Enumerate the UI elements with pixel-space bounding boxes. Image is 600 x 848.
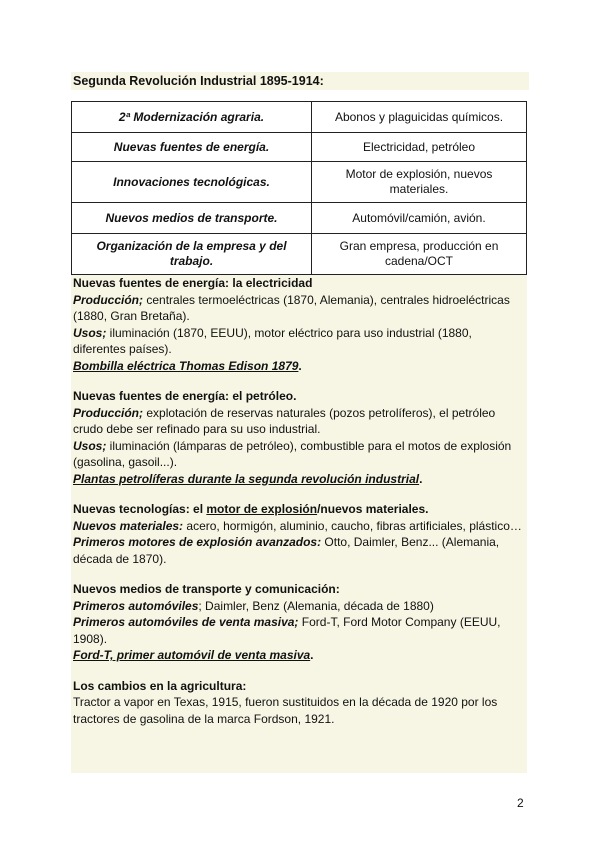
- ford-t-link[interactable]: Ford-T, primer automóvil de venta masiva: [73, 648, 311, 662]
- section-tecnologias: [71, 501, 527, 567]
- automoviles-label: Primeros automóviles: [73, 598, 199, 613]
- link-period: .: [310, 648, 314, 662]
- paragraph-usos: [73, 325, 525, 358]
- venta-masiva-label: Primeros automóviles de venta masiva;: [73, 615, 299, 629]
- table-row: [72, 162, 527, 203]
- motores-label: Primeros motores de explosión avanzados:: [73, 535, 322, 549]
- petroleo-link[interactable]: Plantas petrolíferas durante la segunda revolución industrial: [73, 471, 420, 486]
- produccion-label: Producción;: [73, 405, 144, 420]
- produccion-text: centrales termoeléctricas (1870, Alemania), centrales hidroeléctricas (1880, Gran Bretaña).: [73, 292, 510, 323]
- table-row: [72, 102, 527, 133]
- table-value-cell: Abonos y plaguicidas químicos.: [312, 102, 527, 133]
- paragraph-usos: [73, 438, 525, 471]
- paragraph-link: [73, 358, 525, 375]
- section-heading: [73, 501, 525, 518]
- paragraph-motores: [73, 534, 525, 567]
- venta-masiva-text: Ford-T, Ford Motor Company (EEUU, 1908).: [73, 615, 501, 646]
- paragraph-venta-masiva: [73, 614, 525, 647]
- paragraph-link: [73, 471, 525, 488]
- table-value-cell: Motor de explosión, nuevos materiales.: [312, 162, 527, 203]
- paragraph-produccion: [73, 405, 525, 438]
- materiales-text: acero, hormigón, aluminio, caucho, fibras artificiales, plástico…: [183, 518, 522, 533]
- paragraph-produccion: [73, 292, 525, 325]
- motores-text: Otto, Daimler, Benz... (Alemania, década de 1870).: [73, 535, 500, 566]
- table-row: [72, 133, 527, 162]
- summary-table: [71, 101, 527, 275]
- section-petroleo: [71, 388, 527, 487]
- section-heading: Los cambios en la agricultura:: [73, 678, 247, 693]
- heading-part: /nuevos materiales.: [317, 502, 429, 516]
- content-body: [71, 275, 527, 773]
- page-number: 2: [517, 796, 524, 810]
- section-agricultura: [71, 678, 527, 728]
- section-transporte: [71, 581, 527, 664]
- paragraph-agricultura: Tractor a vapor en Texas, 1915, fueron sustituidos en la década de 1920 por los tractores de gasolina de la marca Fordson, 1921.: [73, 695, 498, 726]
- table-key-cell: Organización de la empresa y del trabajo.: [72, 234, 312, 275]
- table-row: [72, 234, 527, 275]
- table-key-cell: Nuevos medios de transporte.: [72, 203, 312, 234]
- usos-label: Usos;: [73, 438, 107, 453]
- table-key-cell: Innovaciones tecnológicas.: [72, 162, 312, 203]
- table-key-cell: Nuevas fuentes de energía.: [72, 133, 312, 162]
- produccion-text: explotación de reservas naturales (pozos petrolíferos), el petróleo crudo debe ser refinado para su uso industrial.: [73, 405, 496, 436]
- usos-label: Usos;: [73, 325, 107, 340]
- section-heading: Nuevos medios de transporte y comunicación:: [73, 582, 340, 596]
- usos-text: iluminación (lámparas de petróleo), combustible para el motos de explosión (gasolina, gasoil...).: [73, 438, 512, 469]
- page-title: Segunda Revolución Industrial 1895-1914:: [71, 72, 529, 90]
- table-value-cell: Electricidad, petróleo: [312, 133, 527, 162]
- produccion-label: Producción;: [73, 292, 144, 307]
- section-electricidad: [71, 275, 527, 374]
- automoviles-text: ; Daimler, Benz (Alemania, década de 1880): [198, 598, 434, 613]
- section-heading: Nuevas fuentes de energía: la electricidad: [73, 276, 313, 290]
- edison-link[interactable]: Bombilla eléctrica Thomas Edison 1879: [73, 358, 299, 373]
- usos-text: iluminación (1870, EEUU), motor eléctrico para uso industrial (1880, diferentes países).: [73, 325, 472, 356]
- section-heading: Nuevas fuentes de energía: el petróleo.: [73, 389, 297, 403]
- materiales-label: Nuevos materiales:: [73, 518, 184, 533]
- paragraph-automoviles: [73, 598, 525, 615]
- paragraph-materiales: [73, 518, 525, 535]
- table-value-cell: Automóvil/camión, avión.: [312, 203, 527, 234]
- link-period: .: [419, 471, 423, 486]
- table-row: [72, 203, 527, 234]
- motor-explosion-link[interactable]: motor de explosión: [206, 502, 318, 516]
- table-value-cell: Gran empresa, producción en cadena/OCT: [312, 234, 527, 275]
- link-period: .: [298, 358, 302, 373]
- paragraph-link: [73, 647, 525, 664]
- heading-part: Nuevas tecnologías: el: [73, 502, 207, 516]
- table-key-cell: 2ª Modernización agraria.: [72, 102, 312, 133]
